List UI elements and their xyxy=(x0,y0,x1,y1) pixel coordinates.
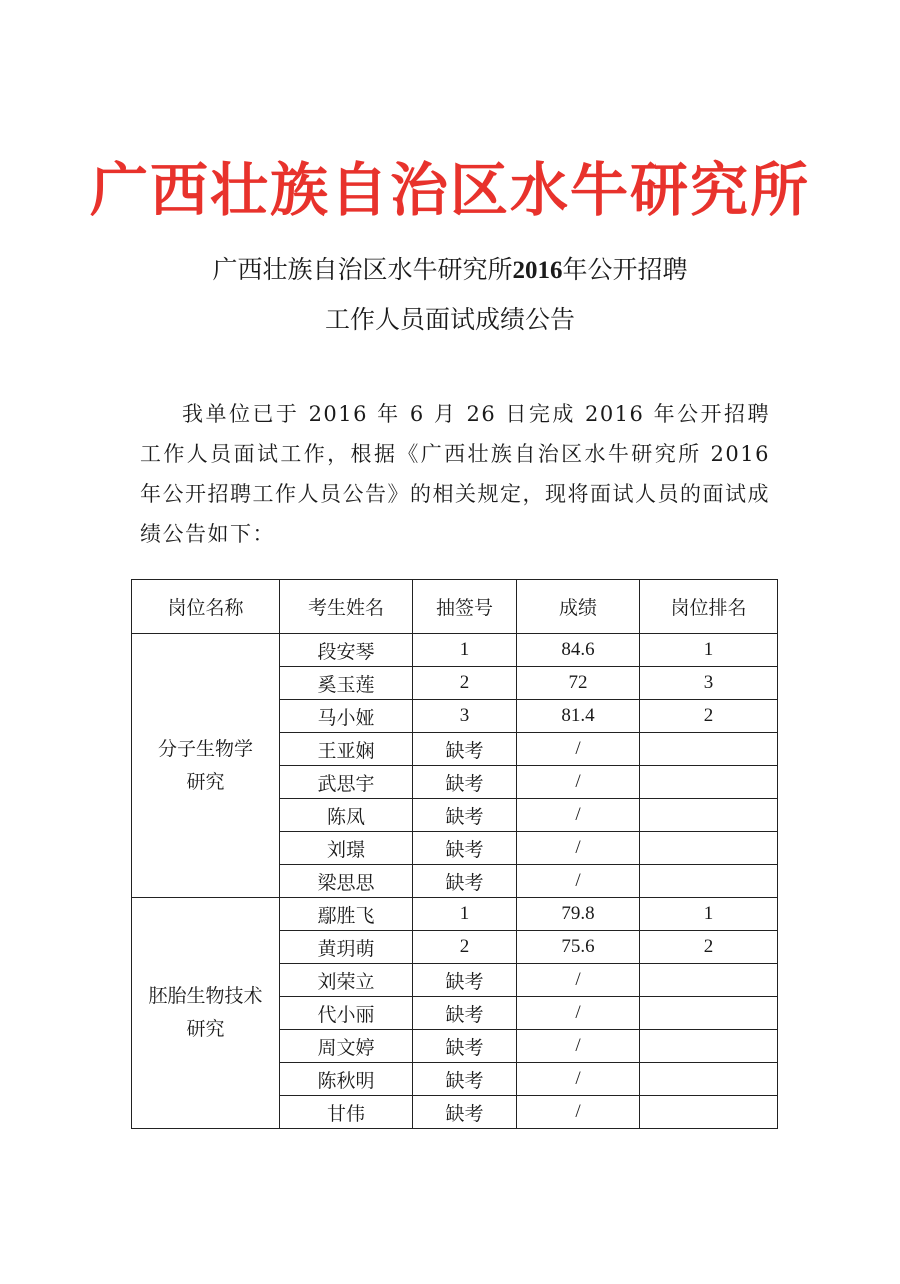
score: / xyxy=(517,832,640,865)
table-row xyxy=(132,634,778,667)
candidate-name: 陈凤 xyxy=(280,799,413,832)
notice-title-line1 xyxy=(0,252,900,289)
draw-number: 缺考 xyxy=(413,832,517,865)
score: 75.6 xyxy=(517,931,640,964)
title-org-part: 广西壮族自治区水牛研究所 xyxy=(212,255,513,284)
candidate-name: 奚玉莲 xyxy=(280,667,413,700)
rank: 3 xyxy=(640,667,778,700)
rank: 2 xyxy=(640,700,778,733)
candidate-name: 甘伟 xyxy=(280,1096,413,1129)
position-name-cont: 研究 xyxy=(186,1018,225,1040)
position-cell xyxy=(132,634,280,898)
results-table xyxy=(131,579,778,1129)
header-position: 岗位名称 xyxy=(132,580,280,634)
score: 81.4 xyxy=(517,700,640,733)
rank xyxy=(640,964,778,997)
rank xyxy=(640,1096,778,1129)
candidate-name: 刘荣立 xyxy=(280,964,413,997)
rank xyxy=(640,799,778,832)
score: / xyxy=(517,733,640,766)
table-header-row xyxy=(132,580,778,634)
candidate-name: 陈秋明 xyxy=(280,1063,413,1096)
rank xyxy=(640,733,778,766)
intro-paragraph: 我单位已于 2016 年 6 月 26 日完成 2016 年公开招聘工作人员面试工作，根据《广西壮族自治区水牛研究所 2016 年公开招聘工作人员公告》的相关规定，现将面试人员的面试成绩公告如下： xyxy=(140,402,770,546)
rank xyxy=(640,766,778,799)
candidate-name: 梁思思 xyxy=(280,865,413,898)
title-suffix: 年公开招聘 xyxy=(562,255,688,284)
rank xyxy=(640,997,778,1030)
organization-title: 广西壮族自治区水牛研究所 xyxy=(89,156,810,224)
notice-title-line2: 工作人员面试成绩公告 xyxy=(324,305,575,334)
header-score: 成绩 xyxy=(517,580,640,634)
rank xyxy=(640,1063,778,1096)
header-draw-number: 抽签号 xyxy=(413,580,517,634)
score: / xyxy=(517,964,640,997)
draw-number: 缺考 xyxy=(413,964,517,997)
score: / xyxy=(517,997,640,1030)
header-rank: 岗位排名 xyxy=(640,580,778,634)
position-name: 分子生物学 xyxy=(157,737,253,760)
draw-number: 2 xyxy=(413,931,517,964)
candidate-name: 王亚娴 xyxy=(280,733,413,766)
position-cell xyxy=(132,898,280,1129)
candidate-name: 周文婷 xyxy=(280,1030,413,1063)
rank xyxy=(640,1030,778,1063)
draw-number: 3 xyxy=(413,700,517,733)
candidate-name: 段安琴 xyxy=(280,634,413,667)
draw-number: 缺考 xyxy=(413,1030,517,1063)
draw-number: 缺考 xyxy=(413,766,517,799)
score: / xyxy=(517,766,640,799)
score: 72 xyxy=(517,667,640,700)
draw-number: 缺考 xyxy=(413,1096,517,1129)
draw-number: 缺考 xyxy=(413,733,517,766)
rank: 1 xyxy=(640,634,778,667)
score: / xyxy=(517,1030,640,1063)
draw-number: 1 xyxy=(413,634,517,667)
score: / xyxy=(517,1063,640,1096)
candidate-name: 马小娅 xyxy=(280,700,413,733)
draw-number: 缺考 xyxy=(413,997,517,1030)
title-year: 2016 xyxy=(512,257,563,284)
rank xyxy=(640,865,778,898)
candidate-name: 代小丽 xyxy=(280,997,413,1030)
score: / xyxy=(517,799,640,832)
candidate-name: 刘璟 xyxy=(280,832,413,865)
table-row xyxy=(132,898,778,931)
score: / xyxy=(517,1096,640,1129)
draw-number: 缺考 xyxy=(413,865,517,898)
position-name-cont: 研究 xyxy=(186,770,225,793)
rank xyxy=(640,832,778,865)
candidate-name: 鄢胜飞 xyxy=(280,898,413,931)
rank: 1 xyxy=(640,898,778,931)
rank: 2 xyxy=(640,931,778,964)
draw-number: 1 xyxy=(413,898,517,931)
score: 84.6 xyxy=(517,634,640,667)
score: 79.8 xyxy=(517,898,640,931)
draw-number: 2 xyxy=(413,667,517,700)
candidate-name: 武思宇 xyxy=(280,766,413,799)
draw-number: 缺考 xyxy=(413,1063,517,1096)
candidate-name: 黄玥萌 xyxy=(280,931,413,964)
header-name: 考生姓名 xyxy=(280,580,413,634)
position-name: 胚胎生物技术 xyxy=(148,985,263,1007)
draw-number: 缺考 xyxy=(413,799,517,832)
score: / xyxy=(517,865,640,898)
